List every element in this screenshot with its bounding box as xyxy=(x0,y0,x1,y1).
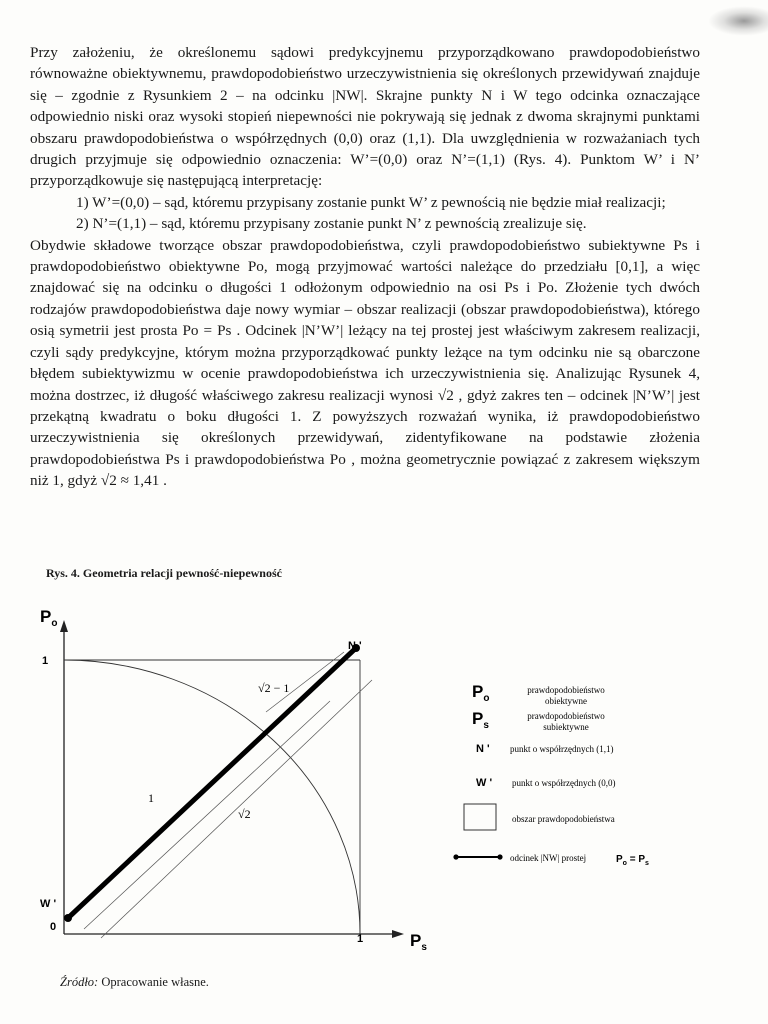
label-one: 1 xyxy=(148,791,154,805)
paragraph-1: Przy założeniu, że określonemu sądowi predykcyjnemu przyporządkowano prawdopodobieństwo równoważne obiektywnemu, prawdopodobieństwo urzeczywistnienia się określonych przewidywań znajduje się – zgodnie z Rysunkiem 2 – na odcinku |NW|. Skrajne punkty N i W tego odcinka oznaczające odpowiednio niski oraz wysoki stopień niepewności nie pokrywają się jednak z dwoma skrajnymi punktami obszaru prawdopodobieństwa o współrzędnych (0,0) oraz (1,1). Dla uwzględnienia w rozważaniach tych drugich przyjmuje się odpowiednio oznaczenia: W’=(0,0) oraz N’=(1,1) (Rys. 4). Punktom W’ i N’ przyporządkowuje się następującą interpretację: xyxy=(30,44,700,190)
body-text xyxy=(30,42,700,492)
legend-area-text: obszar prawdopodobieństwa xyxy=(512,814,615,824)
quarter-circle-arc xyxy=(64,660,360,934)
legend-line-end-marker xyxy=(497,854,502,859)
label-sqrt2: √2 xyxy=(238,807,251,821)
bracket-one xyxy=(84,701,330,929)
legend-n-symbol: N ' xyxy=(476,743,490,755)
scan-smudge xyxy=(708,6,768,36)
legend-po-text: prawdopodobieństwo xyxy=(527,685,605,695)
legend-w-symbol: W ' xyxy=(476,777,493,789)
figure-caption: Rys. 4. Geometria relacji pewność-niepewność xyxy=(46,566,282,580)
legend-ps-text: prawdopodobieństwo xyxy=(527,711,605,721)
source-prefix: Źródło: xyxy=(60,975,99,989)
diagonal-nw xyxy=(68,648,356,918)
point-w-marker xyxy=(64,914,72,922)
legend-po-symbol: $P_o$ xyxy=(472,682,490,704)
legend-ps-text: subiektywne xyxy=(543,722,589,732)
list-item: 2) N’=(1,1) – sąd, któremu przypisany zostanie punkt N’ z pewnością zrealizuje się. xyxy=(76,215,587,233)
list-item: 1) W’=(0,0) – sąd, któremu przypisany zostanie punkt W’ z pewnością nie będzie miał realizacji; xyxy=(76,193,666,211)
x-axis-arrow-icon xyxy=(392,930,404,938)
axis-x-label: $P_s$ xyxy=(410,931,427,953)
label-sqrt2-minus-1: √2 − 1 xyxy=(258,681,290,695)
source-text: Opracowanie własne. xyxy=(98,975,209,989)
figure-source xyxy=(60,975,209,990)
legend-w-text: punkt o współrzędnych (0,0) xyxy=(512,778,616,788)
geometry-figure xyxy=(0,600,768,975)
legend-area-swatch xyxy=(464,804,496,830)
legend-line-equation: $P_o = P_s$ xyxy=(616,854,649,867)
bracket-sqrt2 xyxy=(101,680,372,938)
y-axis-arrow-icon xyxy=(60,620,68,632)
legend-po-text: obiektywne xyxy=(545,696,587,706)
legend xyxy=(453,682,649,867)
point-n-label: N ' xyxy=(348,640,362,652)
legend-ps-symbol: $P_s$ xyxy=(472,709,489,731)
tick-y-one: 1 xyxy=(42,655,49,667)
axis-y-label: $P_o$ xyxy=(40,607,58,629)
tick-origin: 0 xyxy=(50,921,57,933)
legend-line-start-marker xyxy=(453,854,458,859)
paragraph-2: Obydwie składowe tworzące obszar prawdopodobieństwa, czyli prawdopodobieństwo subiektywne Ps i prawdopodobieństwo obiektywne Po, mogą przyjmować wartości należące do przedziału [0,1], a więc znajdować się na odcinku o długości 1 odłożonym odpowiednio na osi Ps i Po. Złożenie tych dwóch rodzajów prawdopodobieństwa daje nowy wymiar – obszar realizacji (obszar prawdopodobieństwa), którego osią symetrii jest prosta Po = Ps . Odcinek |N’W’| leżący na tej prostej jest właściwym zakresem realizacji, czyli sądy predykcyjne, którym można przyporządkować punkty leżące na tym odcinku nie są obarczone błędem subiektywizmu w ocenie prawdopodobieństwa ich urzeczywistnienia się. Analizując Rysunek 4, można dostrzec, iż długość właściwego zakresu realizacji wynosi √2 , gdyż zakres ten – odcinek |N’W’| jest przekątną kwadratu o boku długości 1. Z powyższych rozważań wynika, iż prawdopodobieństwo urzeczywistnienia się określonych przewidywań, zidentyfikowane na podstawie złożenia prawdopodobieństwa Ps i prawdopodobieństwa Po , można geometrycznie powiązać z zakresem większym niż 1, gdyż √2 ≈ 1,41 . xyxy=(30,236,700,490)
point-w-label: W ' xyxy=(40,898,57,910)
legend-line-text: odcinek |NW| prostej xyxy=(510,853,587,863)
interpretation-list xyxy=(76,192,700,235)
legend-n-text: punkt o współrzędnych (1,1) xyxy=(510,744,614,754)
tick-x-one: 1 xyxy=(357,933,364,945)
